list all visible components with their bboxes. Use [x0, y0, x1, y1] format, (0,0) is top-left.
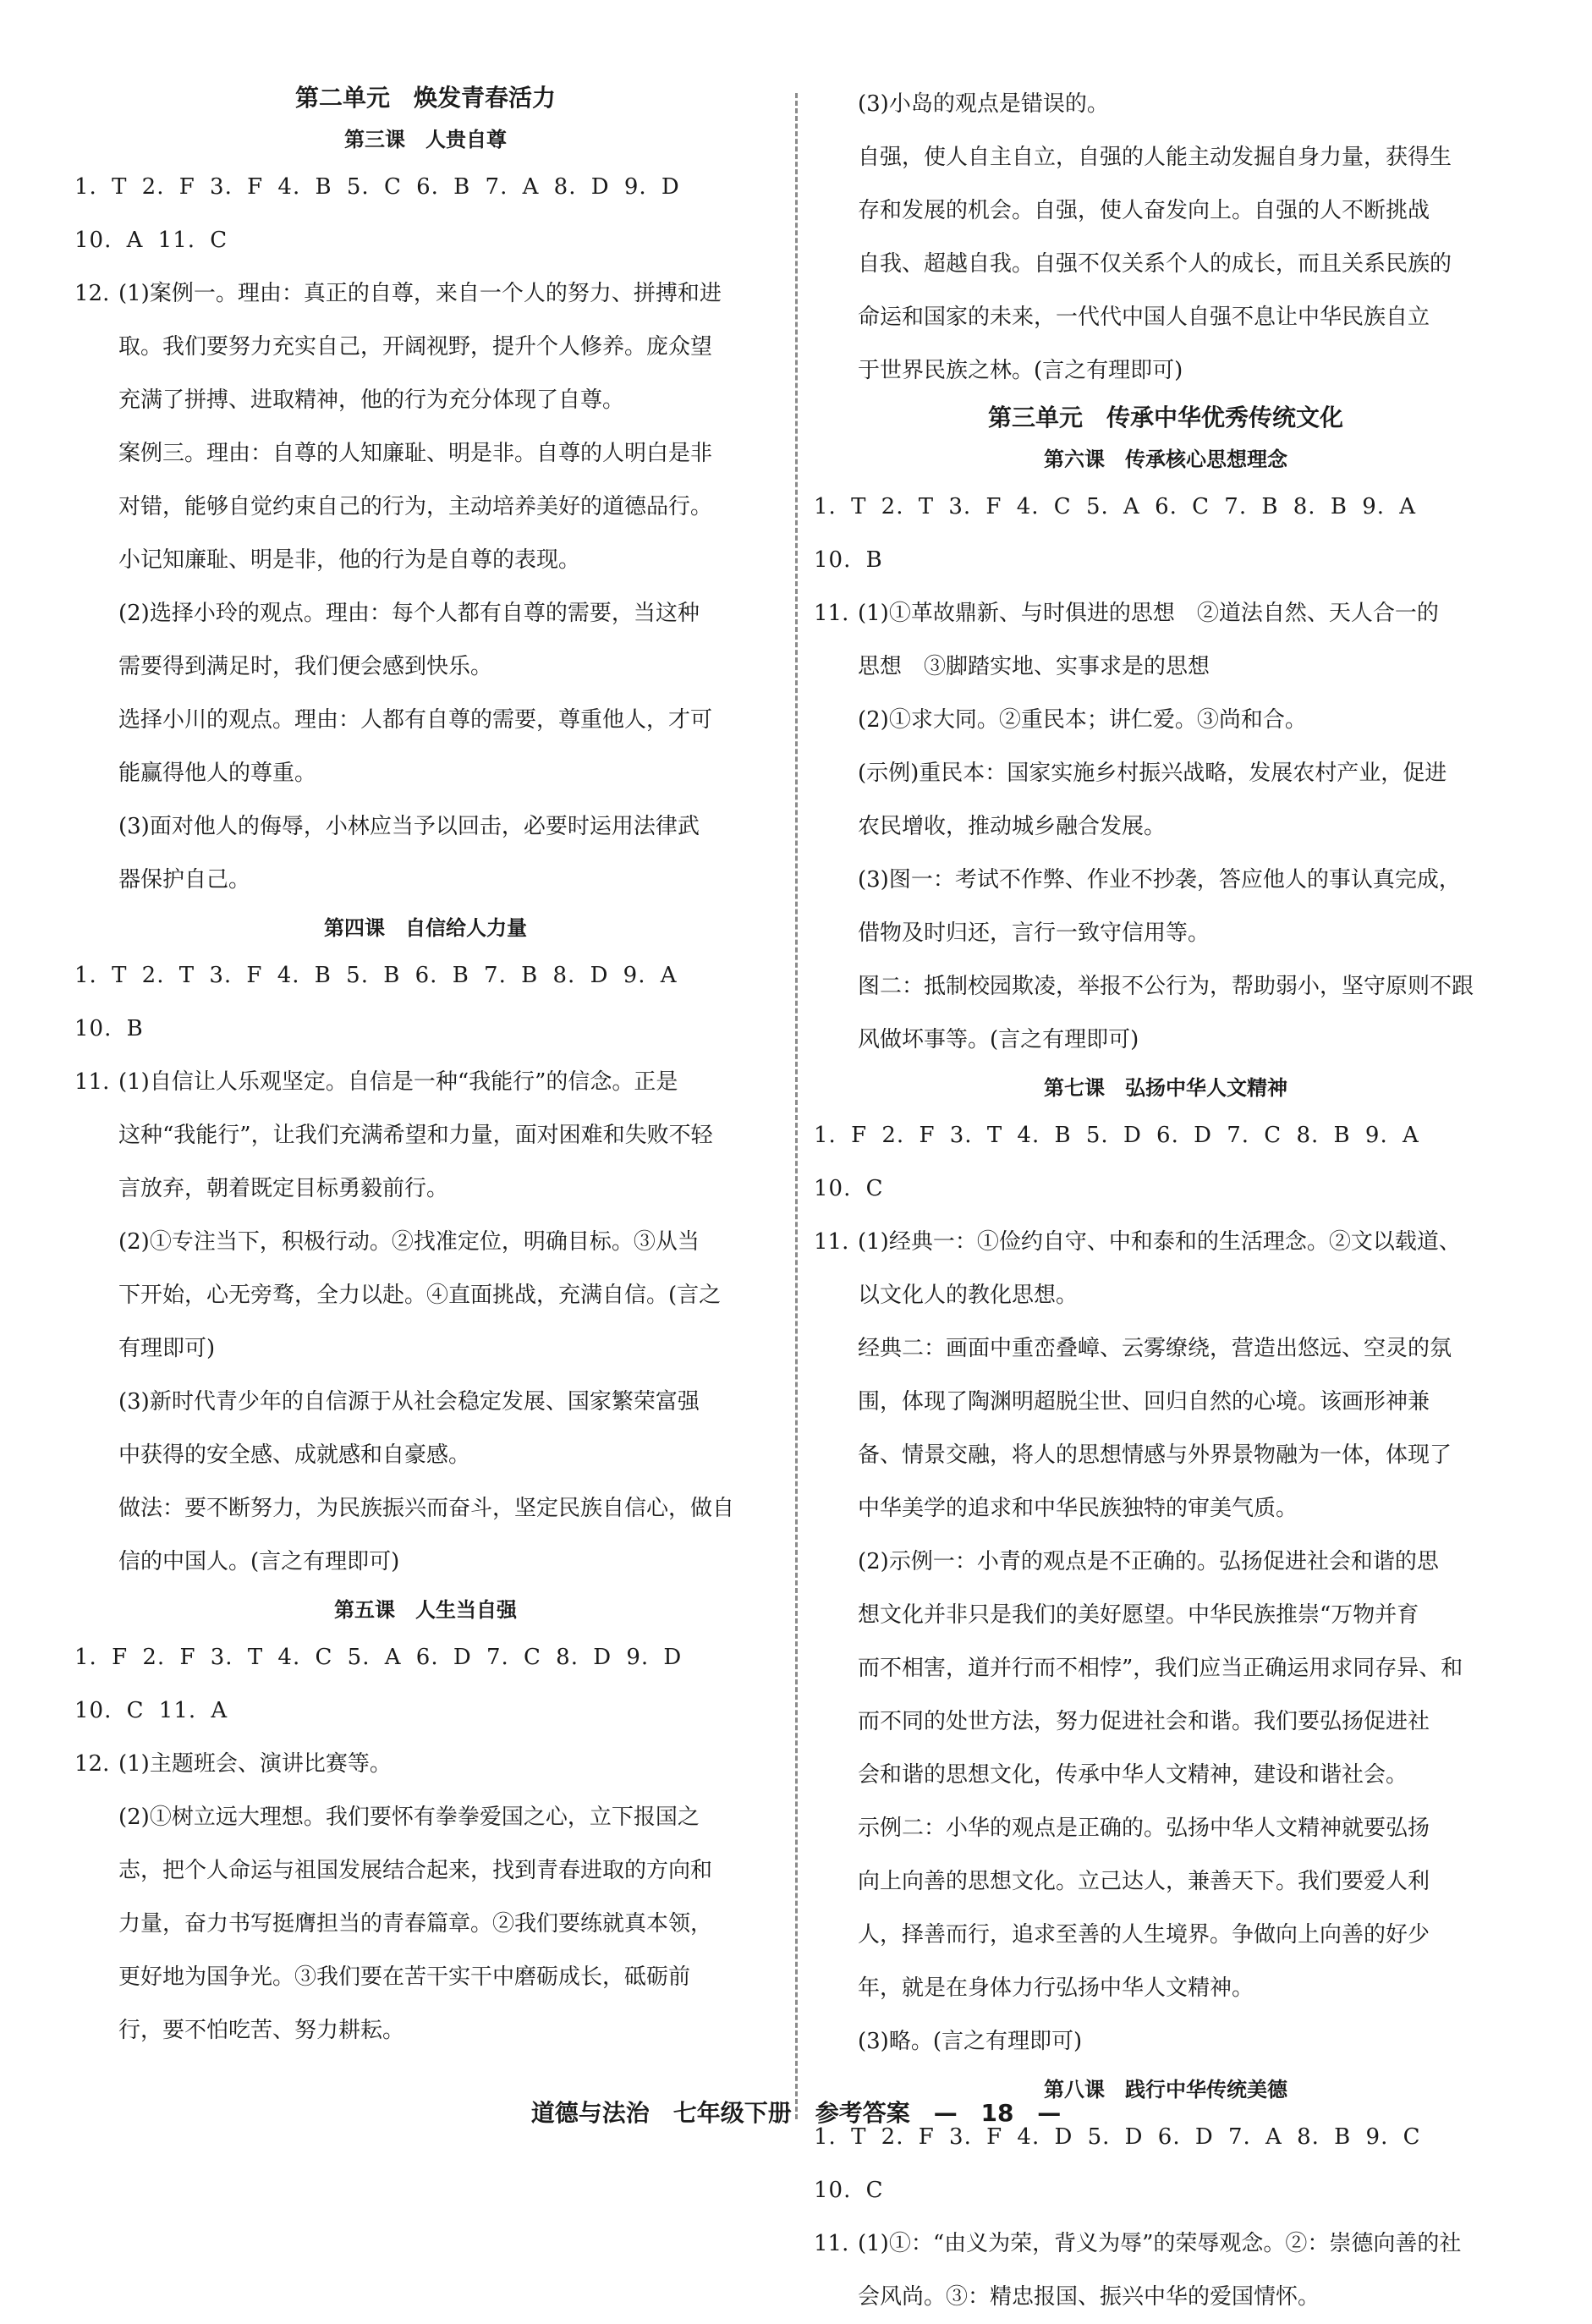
lesson-7-title: 第七课 弘扬中华人文精神	[1044, 1076, 1287, 1100]
lesson-8-choice-answers-2: 10. C	[814, 2178, 884, 2203]
lesson-7-choice-answers-2: 10. C	[814, 1176, 884, 1201]
answer-text: (1)经典一：①俭约自守、中和泰和的生活理念。②文以载道、	[858, 1229, 1461, 1255]
answer-line: 更好地为国争光。③我们要在苦干实干中磨砺成长，砥砺前	[118, 1964, 691, 1990]
answer-line: 需要得到满足时，我们便会感到快乐。	[118, 654, 493, 679]
answer-line: 思想 ③脚踏实地、实事求是的思想	[858, 654, 1210, 679]
lesson-3-choice-answers: 1. T 2. F 3. F 4. B 5. C 6. B 7. A 8. D 9. D	[74, 174, 680, 200]
answer-line: (3)新时代青少年的自信源于从社会稳定发展、国家繁荣富强	[118, 1389, 700, 1415]
answer-text: (1)①革故鼎新、与时俱进的思想 ②道法自然、天人合一的	[858, 601, 1439, 626]
answer-line: 以文化人的教化思想。	[858, 1283, 1079, 1308]
lesson-5-choice-answers-2: 10. C 11. A	[74, 1698, 228, 1723]
answer-text: (1)案例一。理由：真正的自尊，来自一个人的努力、拼搏和进	[118, 281, 722, 306]
answer-line: 而不同的处世方法，努力促进社会和谐。我们要弘扬促进社	[858, 1709, 1430, 1734]
answer-line: 言放弃，朝着既定目标勇毅前行。	[118, 1176, 449, 1201]
answer-line: (2)选择小玲的观点。理由：每个人都有自尊的需要，当这种	[118, 601, 700, 626]
lesson-6-choice-answers-2: 10. B	[814, 547, 883, 573]
answer-line: 命运和国家的未来，一代代中国人自强不息让中华民族自立	[858, 305, 1430, 330]
answer-line: 小记知廉耻、明是非，他的行为是自尊的表现。	[118, 547, 581, 573]
question-number: 11.	[814, 1229, 849, 1255]
answer-line: 有理即可)	[118, 1336, 216, 1361]
answer-line: 志，把个人命运与祖国发展结合起来，找到青春进取的方向和	[118, 1858, 713, 1883]
answer-line: 中获得的安全感、成就感和自豪感。	[118, 1442, 471, 1468]
answer-line: (2)①求大同。②重民本；讲仁爱。③尚和合。	[858, 707, 1307, 733]
lesson-7-q11-line	[814, 1216, 1518, 1269]
question-number: 12.	[74, 1751, 110, 1777]
answer-line: 年，就是在身体力行弘扬中华人文精神。	[858, 1975, 1254, 2001]
left-column	[74, 78, 777, 2058]
page-footer: 道德与法治 七年级下册 参考答案 — 18 —	[530, 2099, 1062, 2127]
answer-line: 中华美学的追求和中华民族独特的审美气质。	[858, 1496, 1298, 1521]
lesson-3-q12-line	[74, 267, 777, 321]
lesson-8-q11-line	[814, 2217, 1518, 2271]
answer-line: 会风尚。③：精忠报国、振兴中华的爱国情怀。	[858, 2284, 1320, 2310]
lesson-7-choice-answers: 1. F 2. F 3. T 4. B 5. D 6. D 7. C 8. B 9. A	[814, 1123, 1419, 1148]
answer-line: 对错，能够自觉约束自己的行为，主动培养美好的道德品行。	[118, 494, 713, 519]
unit-2-title: 第二单元 焕发青春活力	[294, 84, 556, 112]
answer-line: 人，择善而行，追求至善的人生境界。争做向上向善的好少	[858, 1922, 1430, 1948]
lesson-5-title: 第五课 人生当自强	[334, 1598, 517, 1622]
column-divider	[795, 93, 798, 2119]
lesson-6-choice-answers: 1. T 2. T 3. F 4. C 5. A 6. C 7. B 8. B 9. A	[814, 494, 1417, 519]
lesson-4-choice-answers-2: 10. B	[74, 1016, 144, 1041]
answer-line: (3)小岛的观点是错误的。	[858, 91, 1109, 117]
answer-line: 能赢得他人的尊重。	[118, 761, 317, 786]
answer-line: 会和谐的思想文化，传承中华人文精神，建设和谐社会。	[858, 1762, 1408, 1788]
answer-text: (1)①：“由义为荣，背义为辱”的荣辱观念。②：崇德向善的社	[858, 2231, 1462, 2256]
answer-line: 备、情景交融，将人的思想情感与外界景物融为一体，体现了	[858, 1442, 1452, 1468]
answer-line: 下开始，心无旁骛，全力以赴。④直面挑战，充满自信。(言之	[118, 1283, 722, 1308]
answer-line: 行，要不怕吃苦、努力耕耘。	[118, 2018, 405, 2043]
answer-line: 经典二：画面中重峦叠嶂、云雾缭绕，营造出悠远、空灵的氛	[858, 1336, 1452, 1361]
answer-line: 图二：抵制校园欺凌，举报不公行为，帮助弱小，坚守原则不跟	[858, 974, 1474, 999]
answer-line: 信的中国人。(言之有理即可)	[118, 1549, 400, 1574]
lesson-4-title: 第四课 自信给人力量	[324, 916, 527, 940]
lesson-5-q12-line	[74, 1738, 777, 1791]
answer-line: 力量，奋力书写挺膺担当的青春篇章。②我们要练就真本领，	[118, 1911, 713, 1937]
answer-line: (3)略。(言之有理即可)	[858, 2029, 1083, 2054]
answer-line: (2)①树立远大理想。我们要怀有拳拳爱国之心，立下报国之	[118, 1805, 700, 1830]
answer-line: 围，体现了陶渊明超脱尘世、回归自然的心境。该画形神兼	[858, 1389, 1430, 1415]
answer-line: 于世界民族之林。(言之有理即可)	[858, 358, 1183, 383]
question-number: 11.	[814, 2231, 849, 2256]
question-number: 11.	[814, 601, 849, 626]
answer-line: (2)示例一：小青的观点是不正确的。弘扬促进社会和谐的思	[858, 1549, 1439, 1574]
answer-line: (示例)重民本：国家实施乡村振兴战略，发展农村产业，促进	[858, 761, 1447, 786]
lesson-4-q11-line	[74, 1056, 777, 1109]
answer-text: (1)主题班会、演讲比赛等。	[118, 1751, 392, 1777]
answer-line: 自强，使人自主自立，自强的人能主动发掘自身力量，获得生	[858, 145, 1452, 170]
lesson-6-title: 第六课 传承核心思想理念	[1044, 448, 1287, 471]
answer-line: 示例二：小华的观点是正确的。弘扬中华人文精神就要弘扬	[858, 1816, 1430, 1841]
answer-line: (3)图一：考试不作弊、作业不抄袭，答应他人的事认真完成，	[858, 867, 1461, 893]
answer-line: 农民增收，推动城乡融合发展。	[858, 814, 1167, 839]
lesson-6-q11-line	[814, 587, 1518, 640]
answer-text: (1)自信让人乐观坚定。自信是一种“我能行”的信念。正是	[118, 1069, 678, 1095]
right-column	[814, 78, 1518, 2324]
lesson-8-choice-answers: 1. T 2. F 3. F 4. D 5. D 6. D 7. A 8. B 9. C	[814, 2124, 1421, 2150]
answer-line: 充满了拼搏、进取精神，他的行为充分体现了自尊。	[118, 387, 625, 413]
answer-line: 借物及时归还，言行一致守信用等。	[858, 920, 1210, 946]
answer-line: 而不相害，道并行而不相悖”，我们应当正确运用求同存异、和	[858, 1656, 1463, 1681]
answer-line: 自我、超越自我。自强不仅关系个人的成长，而且关系民族的	[858, 251, 1452, 277]
lesson-3-choice-answers-2: 10. A 11. C	[74, 228, 228, 253]
answer-line: 做法：要不断努力，为民族振兴而奋斗，坚定民族自信心，做自	[118, 1496, 735, 1521]
answer-line: (2)①专注当下，积极行动。②找准定位，明确目标。③从当	[118, 1229, 700, 1255]
question-number: 11.	[74, 1069, 110, 1095]
lesson-4-choice-answers: 1. T 2. T 3. F 4. B 5. B 6. B 7. B 8. D 9. A	[74, 963, 678, 988]
answer-line: 这种“我能行”，让我们充满希望和力量，面对困难和失败不轻	[118, 1123, 713, 1148]
answer-line: 取。我们要努力充实自己，开阔视野，提升个人修养。庞众望	[118, 334, 713, 360]
answer-line: 存和发展的机会。自强，使人奋发向上。自强的人不断挑战	[858, 198, 1430, 223]
lesson-3-title: 第三课 人贵自尊	[344, 128, 507, 151]
lesson-8-title: 第八课 践行中华传统美德	[1044, 2078, 1287, 2101]
answer-line: 选择小川的观点。理由：人都有自尊的需要，尊重他人，才可	[118, 707, 713, 733]
answer-line: 器保护自己。	[118, 867, 251, 893]
answer-line: (3)面对他人的侮辱，小林应当予以回击，必要时运用法律武	[118, 814, 700, 839]
answer-line: 想文化并非只是我们的美好愿望。中华民族推崇“万物并育	[858, 1602, 1419, 1628]
answer-line: 向上向善的思想文化。立己达人，兼善天下。我们要爱人利	[858, 1869, 1430, 1894]
lesson-5-choice-answers: 1. F 2. F 3. T 4. C 5. A 6. D 7. C 8. D 9. D	[74, 1645, 683, 1670]
question-number: 12.	[74, 281, 110, 306]
answer-line: 案例三。理由：自尊的人知廉耻、明是非。自尊的人明白是非	[118, 441, 713, 466]
unit-3-title: 第三单元 传承中华优秀传统文化	[987, 404, 1343, 431]
answer-line: 风做坏事等。(言之有理即可)	[858, 1027, 1139, 1052]
